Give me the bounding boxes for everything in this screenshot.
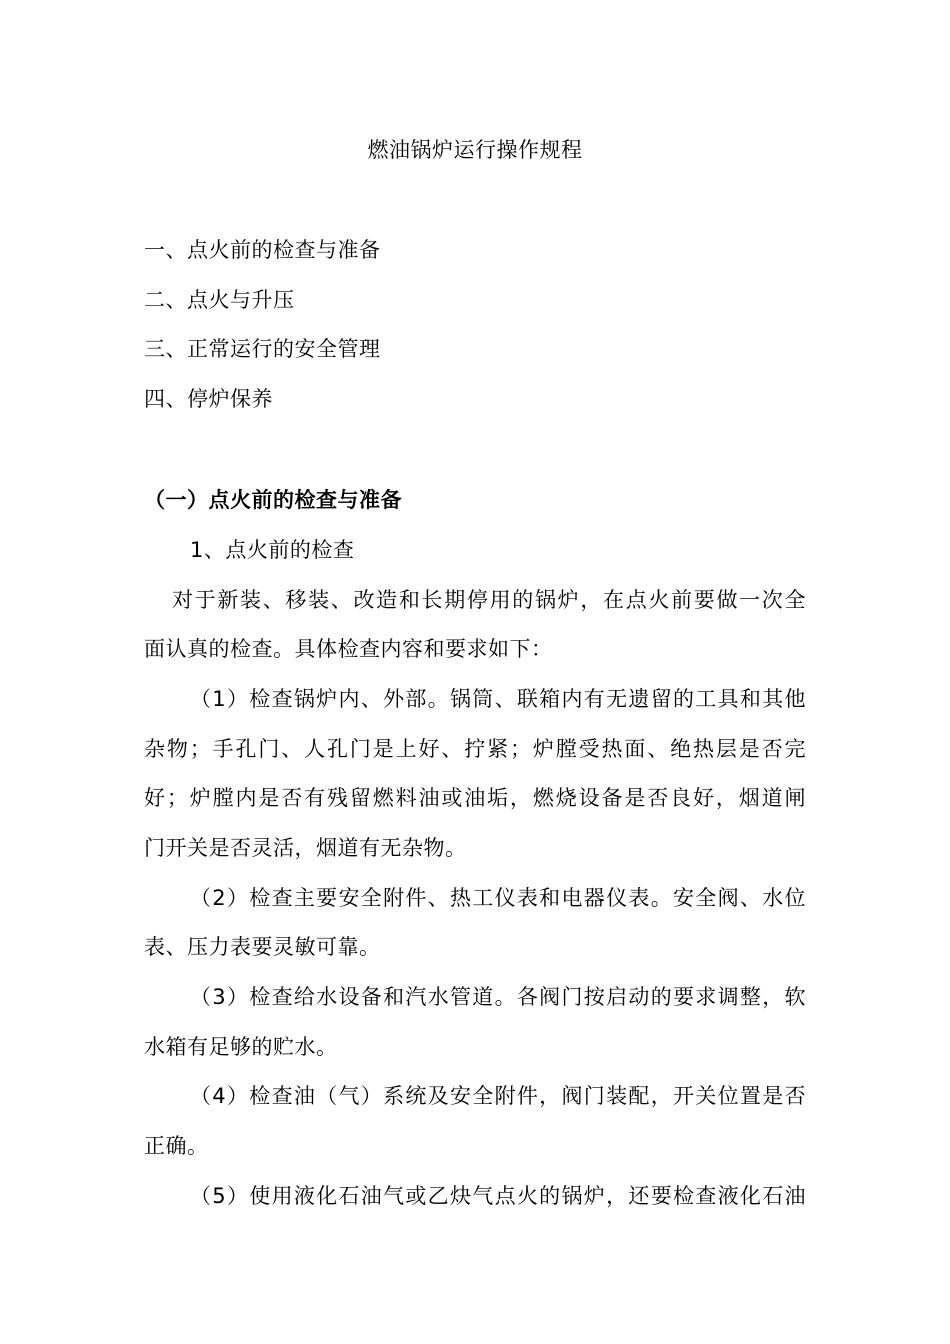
body-line: [144, 933, 381, 961]
body-line: [144, 834, 467, 862]
body-line-text: 对于新装、移装、改造和长期停用的锅炉，在点火前要做一次全: [172, 588, 806, 612]
body-line-text: （4）检查油（气）系统及安全附件，阀门装配，开关位置是否: [190, 1084, 806, 1108]
body-line: [144, 635, 553, 663]
body-line: [172, 586, 806, 614]
body-line: [190, 884, 806, 912]
body-line-text: （3）检查给水设备和汽水管道。各阀门按启动的要求调整，软: [190, 985, 806, 1009]
body-line-text: （5）使用液化石油气或乙炔气点火的锅炉，还要检查液化石油: [190, 1184, 806, 1208]
document-title: 燃油锅炉运行操作规程: [367, 138, 583, 162]
body-line: [144, 1132, 209, 1160]
body-line-text: （1）检查锅炉内、外部。锅筒、联箱内有无遗留的工具和其他: [190, 687, 806, 711]
body-line-text: 杂物；手孔门、人孔门是上好、拧紧；炉膛受热面、绝热层是否完: [144, 737, 806, 761]
body-line: [190, 1182, 806, 1210]
body-line-text: 门开关是否灵活，烟道有无杂物。: [144, 836, 467, 860]
section-heading: （一）点火前的检查与准备: [144, 488, 402, 512]
toc-item: 四、停炉保养: [144, 387, 273, 412]
body-line: [144, 735, 806, 763]
toc-item: 一、点火前的检查与准备: [144, 238, 381, 262]
body-line-text: 水箱有足够的贮水。: [144, 1035, 338, 1059]
sub-heading: 1、点火前的检查: [190, 538, 355, 562]
body-line-text: 好；炉膛内是否有残留燃料油或油垢，燃烧设备是否良好，烟道闸: [144, 786, 806, 810]
body-line-text: 面认真的检查。具体检查内容和要求如下：: [144, 637, 553, 661]
body-line-text: （2）检查主要安全附件、热工仪表和电器仪表。安全阀、水位: [190, 886, 806, 910]
toc-item: 三、正常运行的安全管理: [144, 337, 381, 362]
body-line: [190, 983, 806, 1011]
body-line-text: 正确。: [144, 1134, 209, 1158]
body-line: [190, 685, 806, 713]
body-line-text: 表、压力表要灵敏可靠。: [144, 935, 381, 959]
toc-item: 二、点火与升压: [144, 287, 295, 312]
body-line: [144, 1033, 338, 1061]
table-of-contents: [144, 236, 824, 435]
body-line: [190, 1082, 806, 1110]
body-line: [144, 784, 806, 812]
